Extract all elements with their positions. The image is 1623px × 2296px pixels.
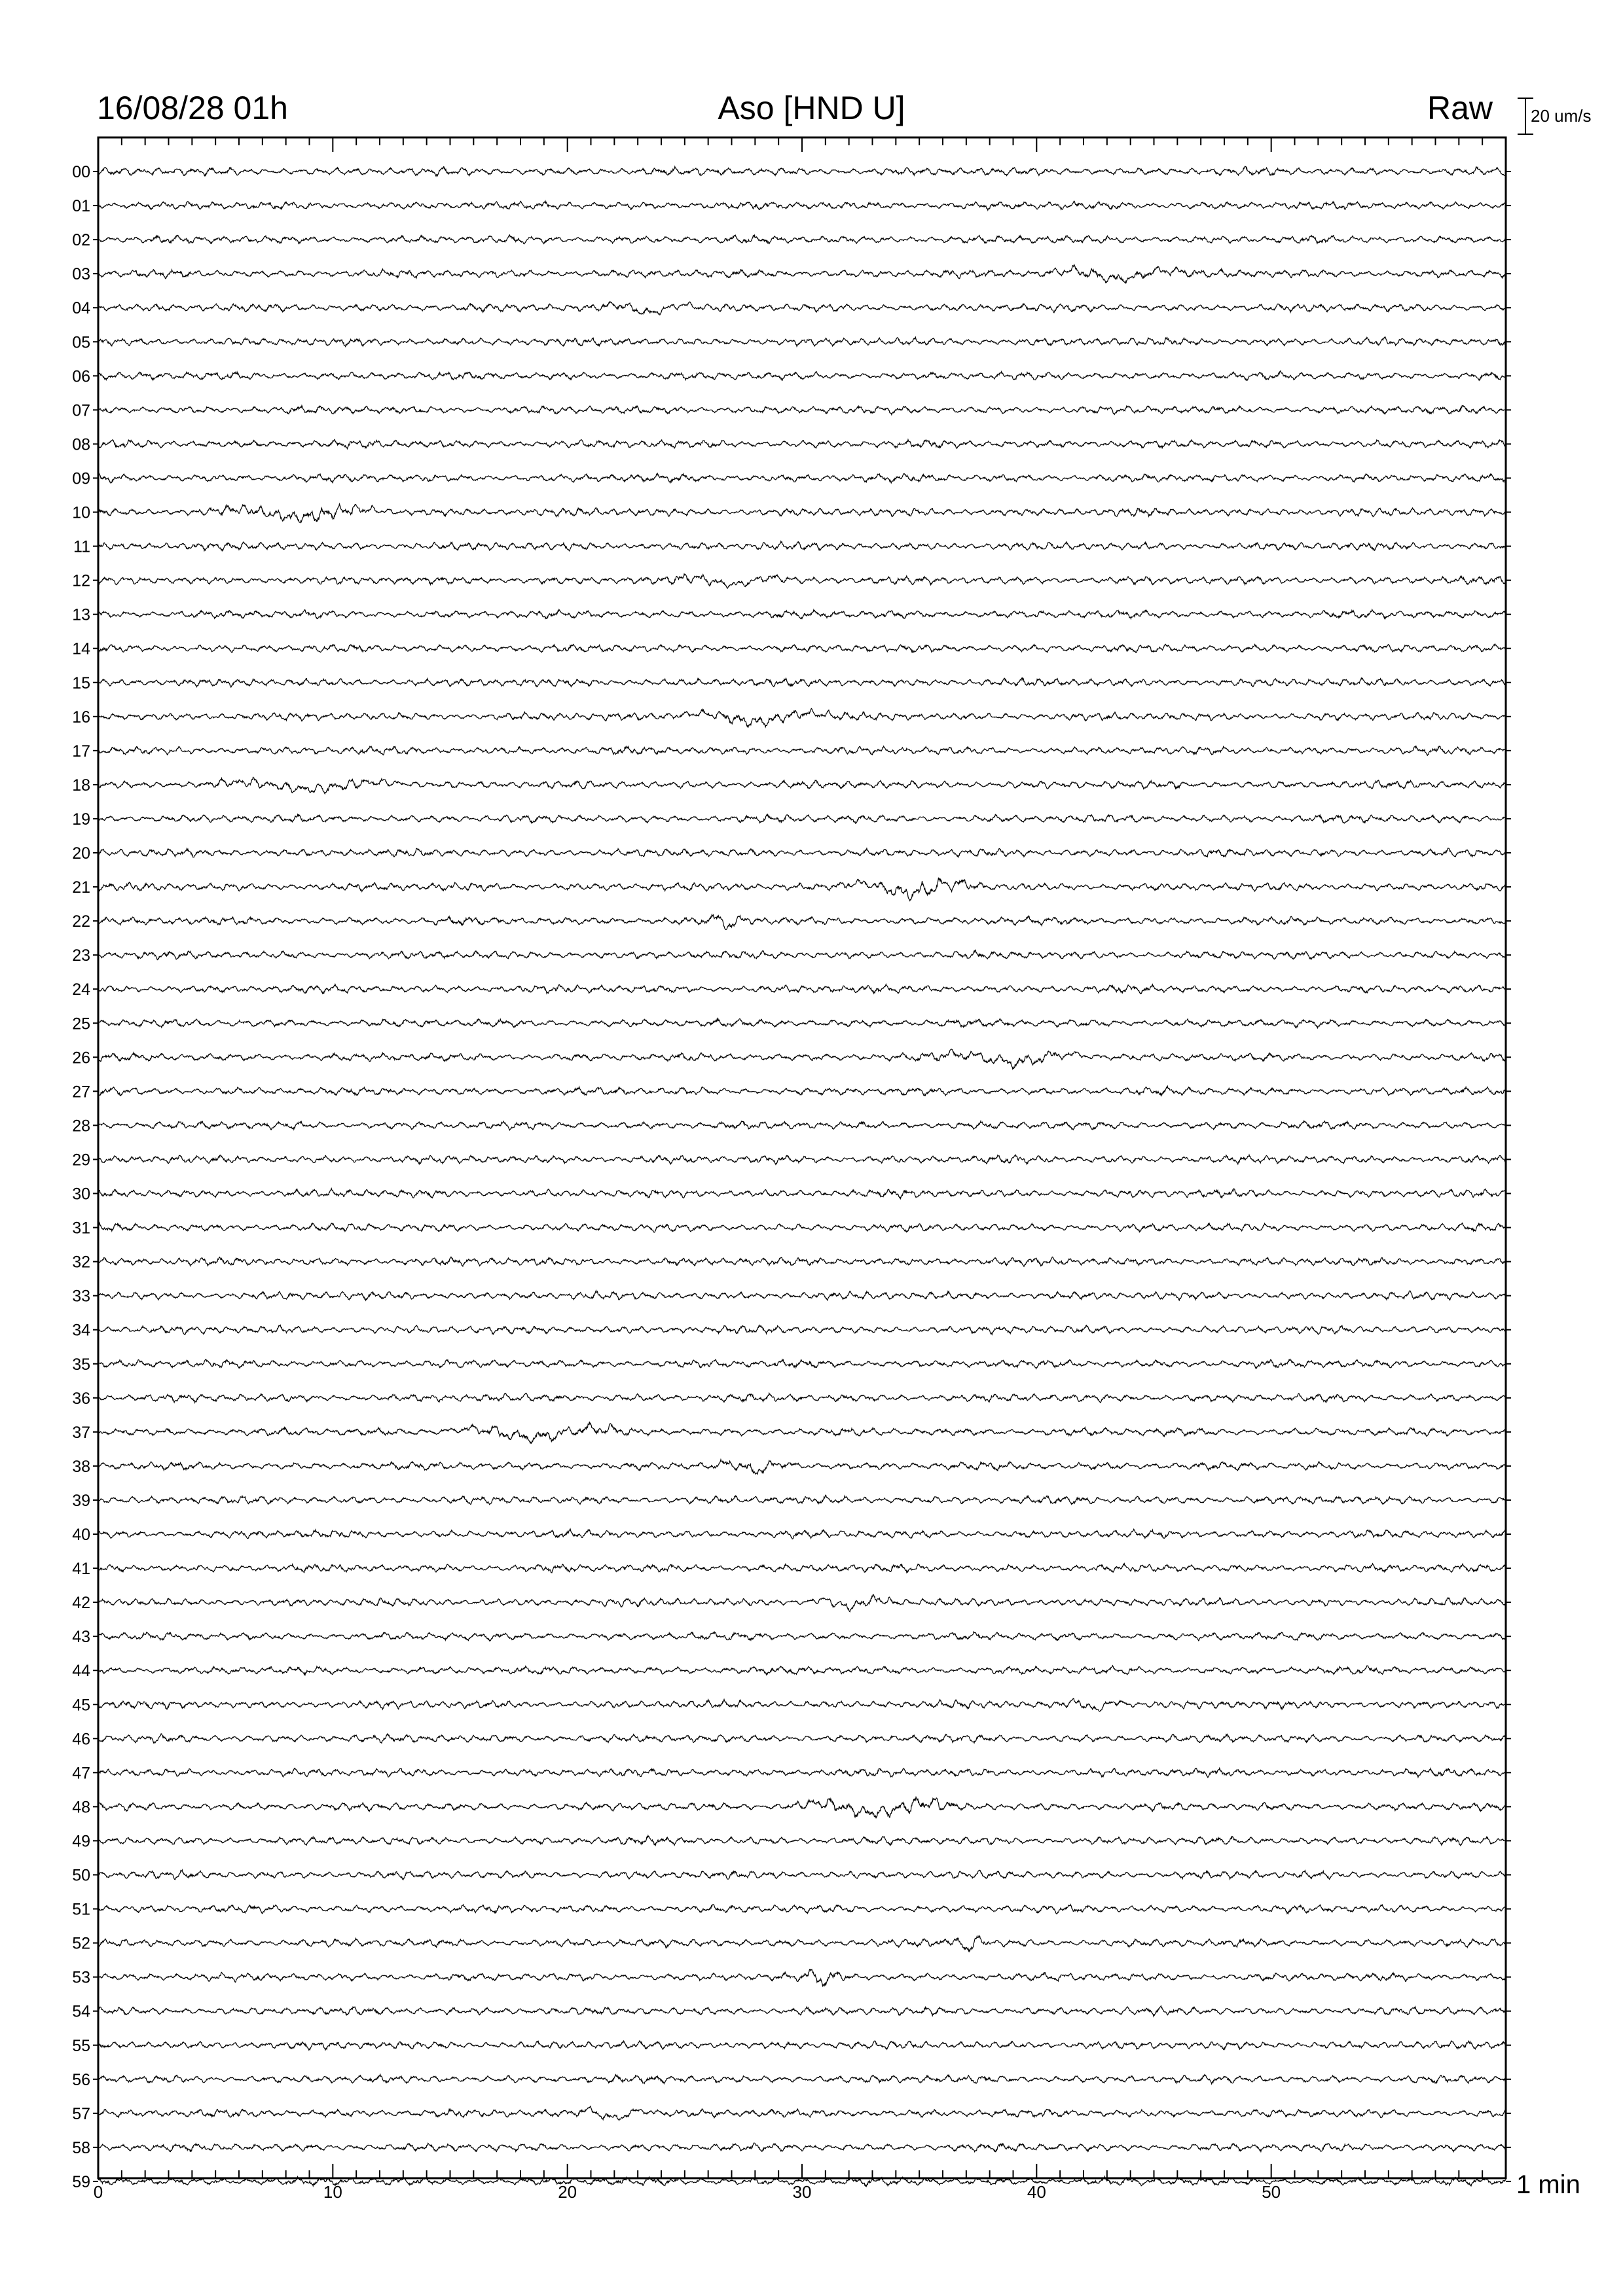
trace-14 [98, 644, 1506, 653]
trace-46 [98, 1734, 1506, 1743]
row-label: 41 [72, 1560, 90, 1579]
trace-39 [98, 1495, 1506, 1504]
trace-22 [98, 914, 1506, 929]
row-label: 30 [72, 1185, 90, 1204]
trace-51 [98, 1905, 1506, 1914]
row-label: 31 [72, 1219, 90, 1238]
trace-42 [98, 1594, 1506, 1611]
trace-08 [98, 440, 1506, 449]
row-label: 51 [72, 1900, 90, 1919]
trace-26 [98, 1049, 1506, 1069]
trace-29 [98, 1155, 1506, 1164]
row-label: 38 [72, 1457, 90, 1476]
trace-55 [98, 2041, 1506, 2050]
row-label: 13 [72, 605, 90, 624]
trace-56 [98, 2074, 1506, 2084]
row-label: 03 [72, 265, 90, 284]
station-title: Aso [HND U] [718, 90, 905, 126]
x-axis-unit-label: 1 min [1516, 2170, 1580, 2199]
row-label: 00 [72, 163, 90, 181]
row-label: 05 [72, 333, 90, 352]
trace-19 [98, 814, 1506, 823]
trace-36 [98, 1393, 1506, 1403]
trace-16 [98, 709, 1506, 728]
trace-35 [98, 1359, 1506, 1369]
row-label: 11 [73, 537, 90, 556]
trace-49 [98, 1836, 1506, 1846]
row-label: 52 [72, 1934, 90, 1953]
row-label: 37 [72, 1423, 90, 1442]
row-label: 21 [72, 878, 90, 897]
row-label: 26 [72, 1049, 90, 1067]
x-tick-label: 30 [792, 2182, 812, 2202]
mode-label: Raw [1427, 90, 1493, 126]
trace-02 [98, 235, 1506, 244]
row-label: 54 [72, 2002, 90, 2021]
trace-04 [98, 302, 1506, 315]
row-label: 28 [72, 1117, 90, 1136]
row-label: 29 [72, 1151, 90, 1170]
traces [98, 166, 1506, 2186]
amplitude-scale-bar [1518, 98, 1533, 134]
row-label: 09 [72, 469, 90, 488]
trace-28 [98, 1121, 1506, 1130]
trace-11 [98, 541, 1506, 551]
row-label: 10 [72, 503, 90, 522]
trace-18 [98, 778, 1506, 794]
row-label: 43 [72, 1628, 90, 1647]
row-label: 58 [72, 2138, 90, 2157]
row-label: 12 [72, 571, 90, 590]
trace-05 [98, 337, 1506, 347]
row-label: 36 [72, 1389, 90, 1408]
trace-12 [98, 574, 1506, 588]
trace-20 [98, 848, 1506, 857]
trace-54 [98, 2006, 1506, 2017]
row-label: 44 [72, 1662, 90, 1681]
trace-38 [98, 1460, 1506, 1474]
row-label: 22 [72, 912, 90, 931]
trace-47 [98, 1768, 1506, 1777]
trace-45 [98, 1698, 1506, 1712]
trace-30 [98, 1189, 1506, 1198]
amplitude-scale-label: 20 um/s [1531, 106, 1592, 126]
trace-07 [98, 406, 1506, 415]
trace-09 [98, 473, 1506, 483]
row-label: 04 [72, 299, 90, 318]
row-label: 40 [72, 1526, 90, 1544]
trace-03 [98, 264, 1506, 283]
row-label: 15 [72, 673, 90, 692]
trace-43 [98, 1632, 1506, 1641]
row-label: 16 [72, 708, 90, 726]
trace-41 [98, 1564, 1506, 1573]
x-tick-label: 50 [1262, 2182, 1281, 2202]
row-label: 53 [72, 1968, 90, 1987]
trace-24 [98, 984, 1506, 994]
trace-50 [98, 1870, 1506, 1880]
row-label: 02 [72, 231, 90, 250]
trace-06 [98, 371, 1506, 381]
trace-15 [98, 678, 1506, 687]
row-label: 50 [72, 1866, 90, 1885]
trace-58 [98, 2143, 1506, 2152]
x-tick-label: 10 [323, 2182, 342, 2202]
trace-31 [98, 1223, 1506, 1232]
trace-32 [98, 1257, 1506, 1266]
date-hour-label: 16/08/28 01h [97, 90, 288, 126]
row-label: 39 [72, 1491, 90, 1510]
row-label: 07 [72, 401, 90, 420]
row-label: 25 [72, 1014, 90, 1033]
row-label: 55 [72, 2036, 90, 2055]
row-label: 32 [72, 1253, 90, 1272]
trace-33 [98, 1291, 1506, 1300]
trace-48 [98, 1797, 1506, 1818]
trace-53 [98, 1969, 1506, 1987]
x-tick-label: 20 [558, 2182, 577, 2202]
row-label: 17 [72, 742, 90, 761]
trace-57 [98, 2106, 1506, 2121]
x-tick-labels [94, 2182, 1281, 2202]
trace-44 [98, 1666, 1506, 1675]
trace-01 [98, 201, 1506, 210]
row-label: 33 [72, 1287, 90, 1306]
row-label: 47 [72, 1764, 90, 1783]
row-label: 46 [72, 1730, 90, 1749]
row-label: 14 [72, 639, 90, 658]
trace-27 [98, 1086, 1506, 1096]
row-label: 59 [72, 2172, 90, 2191]
row-label: 34 [72, 1321, 90, 1340]
row-label: 35 [72, 1355, 90, 1374]
row-label: 42 [72, 1594, 90, 1613]
row-label: 19 [72, 810, 90, 829]
row-label: 23 [72, 946, 90, 965]
trace-40 [98, 1529, 1506, 1539]
trace-52 [98, 1936, 1506, 1952]
row-label: 18 [72, 776, 90, 795]
trace-17 [98, 746, 1506, 755]
trace-21 [98, 878, 1506, 901]
trace-10 [98, 504, 1506, 523]
trace-34 [98, 1325, 1506, 1335]
row-label: 08 [72, 435, 90, 454]
row-label: 45 [72, 1696, 90, 1715]
trace-13 [98, 609, 1506, 619]
trace-00 [98, 166, 1506, 176]
row-label: 56 [72, 2070, 90, 2089]
row-label: 24 [72, 980, 90, 999]
row-label: 57 [72, 2104, 90, 2123]
trace-37 [98, 1422, 1506, 1443]
x-tick-label: 40 [1027, 2182, 1046, 2202]
row-labels [72, 163, 90, 2191]
row-label: 27 [72, 1083, 90, 1102]
row-label: 01 [72, 197, 90, 216]
row-label: 49 [72, 1832, 90, 1851]
row-label: 06 [72, 367, 90, 386]
trace-25 [98, 1018, 1506, 1028]
row-label: 20 [72, 844, 90, 863]
trace-23 [98, 950, 1506, 960]
row-label: 48 [72, 1798, 90, 1817]
x-tick-label: 0 [93, 2182, 103, 2202]
